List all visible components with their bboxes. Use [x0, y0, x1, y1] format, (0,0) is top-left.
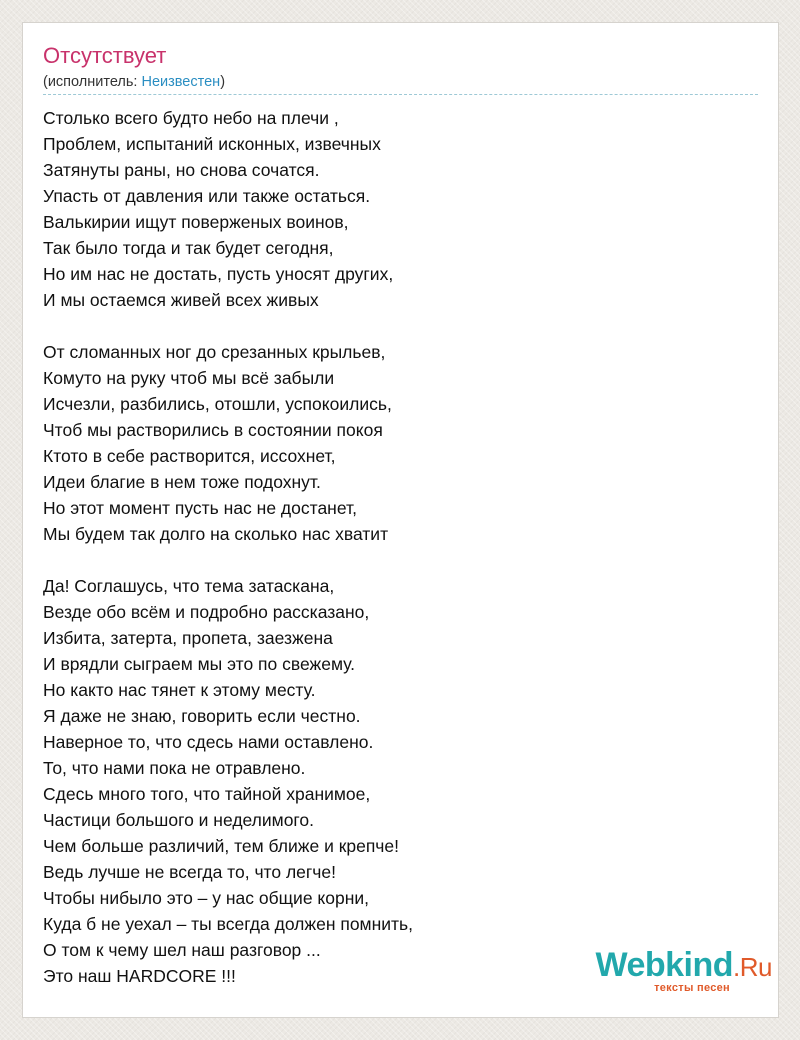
- lyric-line: Чтобы нибыло это – у нас общие корни,: [43, 888, 370, 908]
- lyric-line: О том к чему шел наш разговор ...: [43, 940, 321, 960]
- lyric-line: Ктото в себе растворится, иссохнет,: [43, 446, 336, 466]
- lyrics-card: [22, 22, 779, 1018]
- lyric-line: Ведь лучше не всегда то, что легче!: [43, 862, 337, 882]
- lyric-line: От сломанных ног до срезанных крыльев,: [43, 342, 386, 362]
- lyric-line: И врядли сыграем мы это по свежему.: [43, 654, 356, 674]
- lyric-line: Да! Соглашусь, что тема затаскана,: [43, 576, 335, 596]
- logo-word: Webkind: [595, 946, 734, 984]
- lyric-line: Но както нас тянет к этому месту.: [43, 680, 316, 700]
- lyric-line: Сдесь много того, что тайной хранимое,: [43, 784, 371, 804]
- lyric-line: Столько всего будто небо на плечи ,: [43, 108, 339, 128]
- lyric-line: Проблем, испытаний исконных, извечных: [43, 134, 381, 154]
- lyric-line: Везде обо всём и подробно рассказано,: [43, 602, 370, 622]
- webkind-logo[interactable]: [595, 948, 772, 994]
- artist-suffix: ): [220, 74, 226, 90]
- lyric-line: Так было тогда и так будет сегодня,: [43, 238, 334, 258]
- lyric-line: Чтоб мы растворились в состоянии покоя: [43, 420, 383, 440]
- lyric-line: Куда б не уехал – ты всегда должен помнить,: [43, 914, 414, 934]
- lyric-line: Избита, затерта, пропета, заезжена: [43, 628, 333, 648]
- lyric-line: Исчезли, разбились, отошли, успокоились,: [43, 394, 392, 414]
- lyric-line: Частици большого и неделимого.: [43, 810, 315, 830]
- song-title: Отсутствует: [43, 43, 167, 68]
- stanza-2: [43, 339, 758, 547]
- lyrics-text: [43, 105, 758, 1015]
- lyric-line: Валькирии ищут поверженых воинов,: [43, 212, 349, 232]
- lyric-line: Чем больше различий, тем ближе и крепче!: [43, 836, 400, 856]
- lyric-line: И мы остаемся живей всех живых: [43, 290, 319, 310]
- lyric-line: Но им нас не достать, пусть уносят других,: [43, 264, 394, 284]
- lyric-line: Я даже не знаю, говорить если честно.: [43, 706, 361, 726]
- logo-tagline: тексты песен: [654, 982, 730, 994]
- lyric-line: Это наш HARDCORE !!!: [43, 966, 236, 986]
- artist-line: [43, 73, 225, 91]
- title-divider: [43, 94, 758, 95]
- lyric-line: Упасть от давления или также остаться.: [43, 186, 371, 206]
- lyric-line: Затянуты раны, но снова сочатся.: [43, 160, 320, 180]
- lyric-line: Наверное то, что сдесь нами оставлено.: [43, 732, 374, 752]
- stanza-1: [43, 105, 758, 313]
- lyric-line: То, что нами пока не отравлено.: [43, 758, 306, 778]
- lyric-line: Но этот момент пусть нас не достанет,: [43, 498, 357, 518]
- stanza-3: [43, 573, 758, 989]
- lyric-line: Мы будем так долго на сколько нас хватит: [43, 524, 389, 544]
- artist-prefix: (исполнитель:: [43, 74, 142, 90]
- artist-link[interactable]: Неизвестен: [141, 74, 221, 90]
- logo-tld: .Ru: [733, 952, 772, 982]
- lyric-line: Комуто на руку чтоб мы всё забыли: [43, 368, 335, 388]
- logo-wordmark: [595, 948, 772, 984]
- lyric-line: Идеи благие в нем тоже подохнут.: [43, 472, 321, 492]
